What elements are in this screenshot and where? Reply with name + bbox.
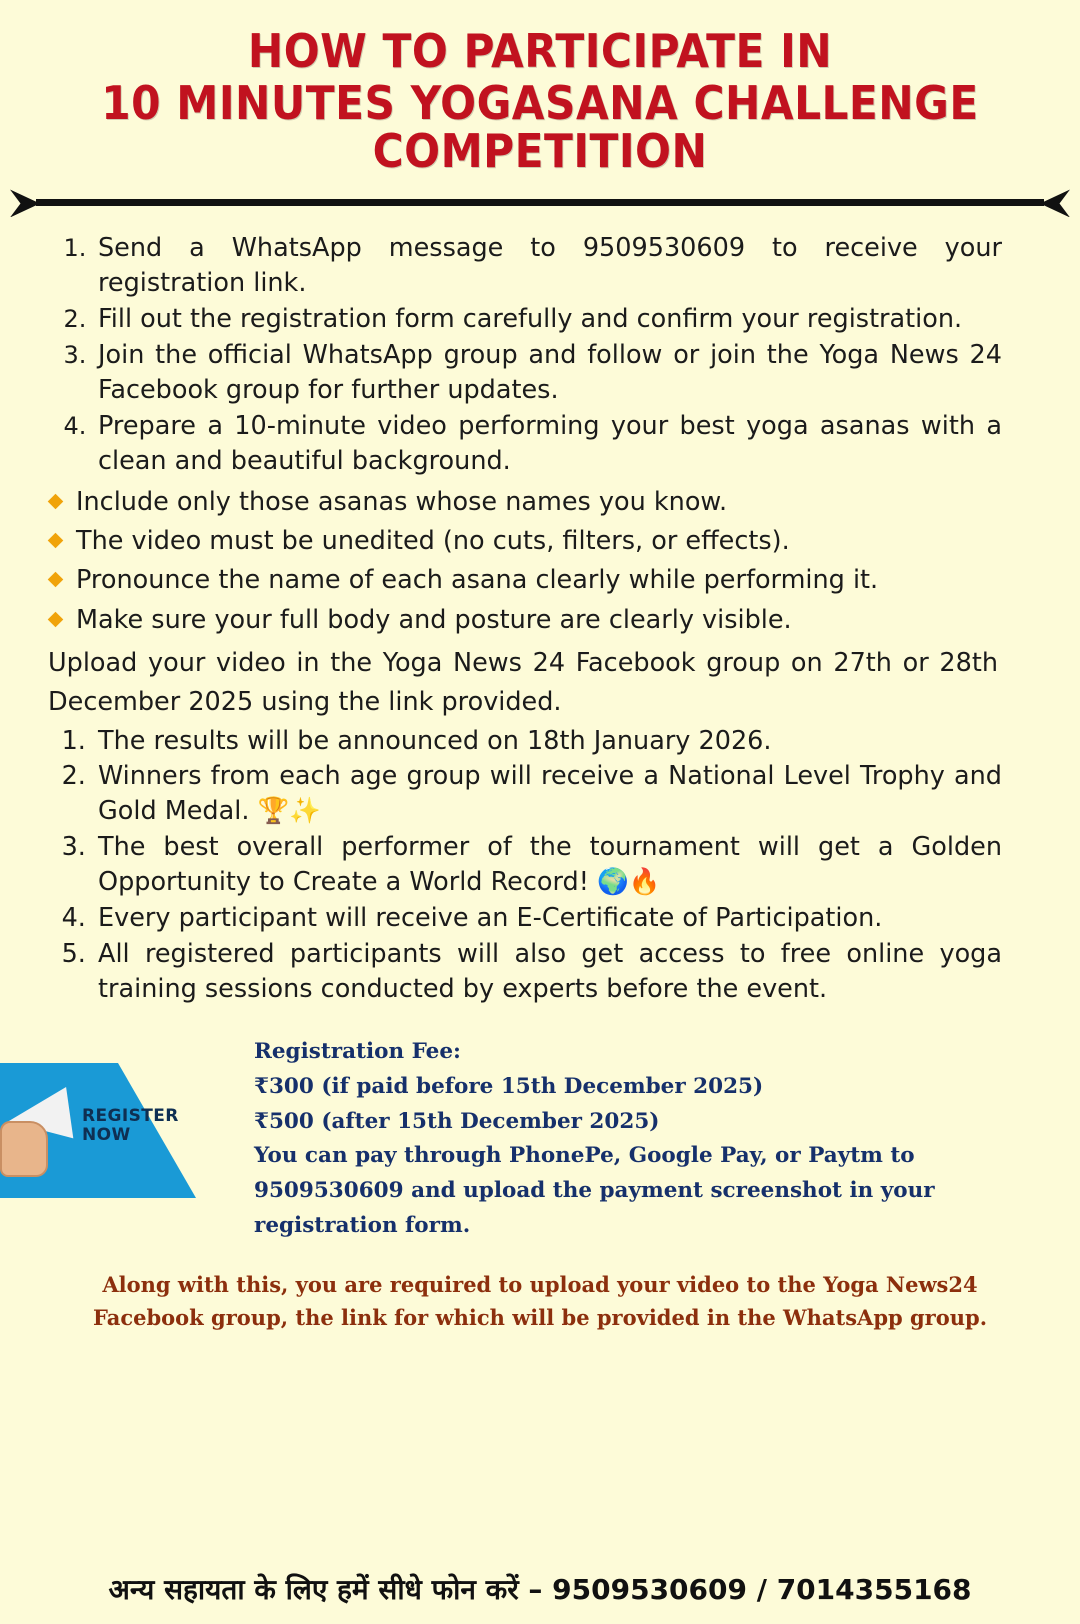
list-item: 4. Every participant will receive an E-Certificate of Participation. — [94, 901, 1002, 936]
diamond-bullet-icon — [48, 494, 64, 510]
upload-reminder-line2: Facebook group, the link for which will be provided in the WhatsApp group. — [92, 1305, 988, 1331]
list-item — [48, 483, 1002, 522]
list-item: 3. Join the official WhatsApp group and follow or join the Yoga News 24 Facebook group for further updates. — [94, 338, 1002, 408]
register-now-label — [82, 1107, 179, 1146]
diamond-bullet-icon — [48, 611, 64, 627]
registration-section — [0, 1035, 1080, 1244]
list-item-label: Make sure your full body and posture are clearly visible. — [76, 604, 792, 635]
diamond-bullet-icon — [48, 533, 64, 549]
list-item: 2. Fill out the registration form carefully and confirm your registration. — [94, 302, 1002, 337]
header-divider — [8, 187, 1072, 217]
header-title-line1: HOW TO PARTICIPATE IN — [247, 24, 833, 78]
divider-right-arrow-icon — [1040, 189, 1070, 217]
list-item: 3. The best overall performer of the tournament will get a Golden Opportunity to Create a World Record! 🌍🔥 — [94, 830, 1002, 900]
list-item — [48, 561, 1002, 600]
list-item-label: The video must be unedited (no cuts, filters, or effects). — [76, 526, 790, 557]
register-now-line2: NOW — [82, 1125, 131, 1146]
hand-icon — [0, 1121, 48, 1177]
list-item: 4. Prepare a 10-minute video performing your best yoga asanas with a clean and beautiful background. — [94, 409, 1002, 479]
payment-line-1: You can pay through PhonePe, Google Pay, or Paytm to — [254, 1143, 915, 1169]
divider-bar — [36, 199, 1044, 206]
poster-content — [0, 217, 1080, 1006]
video-rules-list — [48, 483, 1002, 640]
payment-line-3: registration form. — [254, 1213, 471, 1239]
list-item — [48, 601, 1002, 640]
registration-fee-early: ₹300 (if paid before 15th December 2025) — [254, 1073, 764, 1099]
list-item-label: Include only those asanas whose names you know. — [76, 486, 728, 517]
list-item-label: Pronounce the name of each asana clearly while performing it. — [76, 565, 879, 596]
diamond-bullet-icon — [48, 572, 64, 588]
registration-fee-heading: Registration Fee: — [254, 1038, 461, 1064]
upload-reminder-line1: Along with this, you are required to upload your video to the Yoga News24 — [102, 1271, 978, 1297]
payment-line-2: 9509530609 and upload the payment screenshot in your — [254, 1178, 935, 1204]
rewards-list — [48, 724, 1002, 1007]
poster-header — [0, 0, 1080, 178]
list-item: 1. Send a WhatsApp message to 9509530609 to receive your registration link. — [94, 231, 1002, 301]
register-now-badge[interactable] — [0, 1063, 196, 1198]
list-item: 1. The results will be announced on 18th January 2026. — [94, 724, 1002, 759]
register-now-line1: REGISTER — [82, 1105, 179, 1126]
upload-reminder-note — [0, 1268, 1080, 1335]
steps-list — [48, 231, 1002, 478]
list-item — [48, 522, 1002, 561]
list-item: 2. Winners from each age group will receive a National Level Trophy and Gold Medal. 🏆✨ — [94, 759, 1002, 829]
contact-footer: अन्य सहायता के लिए हमें सीधे फोन करें – 9509530609 / 7014355168 — [108, 1573, 972, 1606]
registration-fee-late: ₹500 (after 15th December 2025) — [254, 1108, 660, 1134]
header-title-line2: 10 MINUTES YOGASANA CHALLENGE COMPETITION — [101, 75, 979, 178]
upload-instruction: Upload your video in the Yoga News 24 Facebook group on 27th or 28th December 2025 using the link provided. — [48, 648, 998, 717]
registration-fee-details — [254, 1035, 935, 1244]
list-item: 5. All registered participants will also get access to free online yoga training sessions conducted by experts before the event. — [94, 937, 1002, 1007]
